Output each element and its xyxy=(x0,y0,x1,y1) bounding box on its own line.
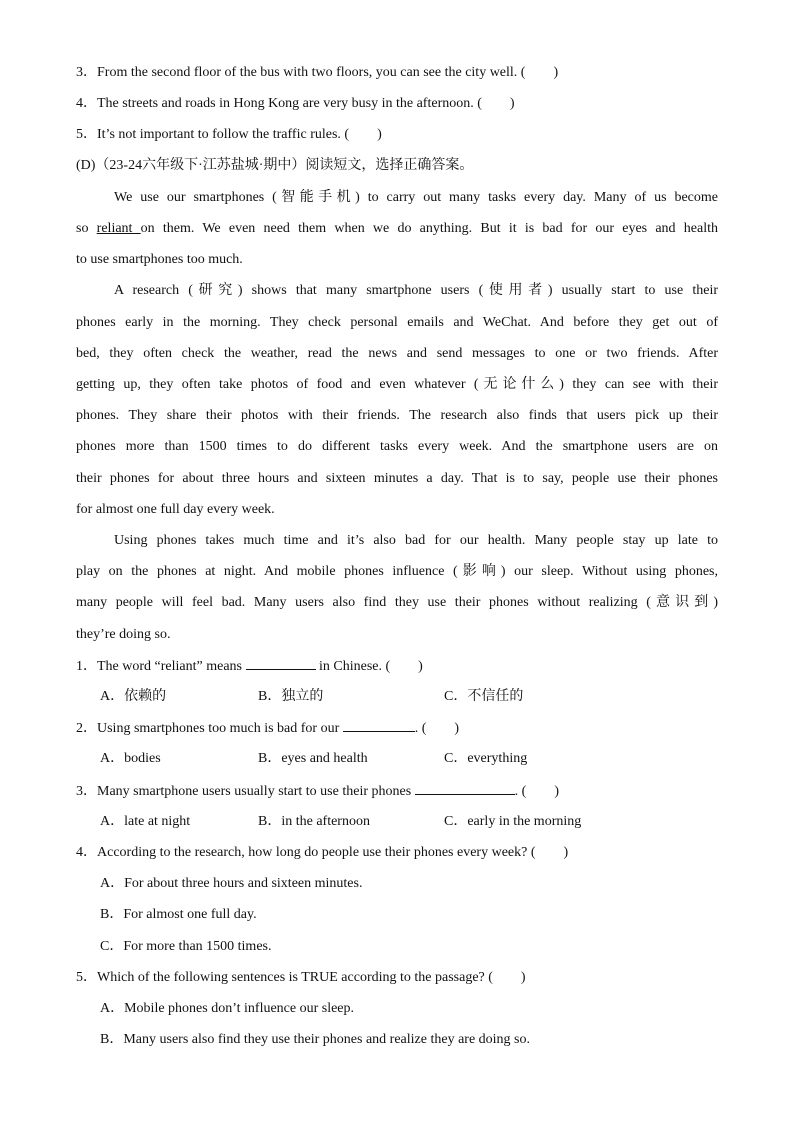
question-text: 5．Which of the following sentences is TRUE according to the passage? ( xyxy=(76,970,493,985)
passage-line: getting up, they often take photos of food and even whatever (无论什么) they can see with their xyxy=(76,377,718,392)
option-c[interactable]: C．early in the morning xyxy=(444,814,582,829)
passage-line: We use our smartphones (智能手机) to carry out many tasks every day. Many of us become xyxy=(114,190,718,205)
question-text: 2．Using smartphones too much is bad for our xyxy=(76,721,343,736)
question-4 xyxy=(76,844,718,862)
question-text: 3．From the second floor of the bus with two floors, you can see the city well. ( xyxy=(76,65,526,80)
option-b[interactable]: B．in the afternoon xyxy=(258,814,370,829)
passage-line: Using phones takes much time and it’s also bad for our health. Many people stay up late to xyxy=(114,533,718,548)
passage-line: bed, they often check the weather, read the news and send messages to one or two friends. After xyxy=(76,346,718,361)
paren-close: ) xyxy=(418,659,423,674)
question-3-top xyxy=(76,64,718,82)
option-a[interactable]: A．bodies xyxy=(100,751,161,766)
paren-close: ) xyxy=(454,721,460,736)
question-text: 4．According to the research, how long do people use their phones every week? ( xyxy=(76,845,536,860)
passage-line: phones. They share their photos with their friends. The research also finds that users pick up their xyxy=(76,408,718,423)
option-c[interactable]: C．everything xyxy=(444,751,528,766)
passage-line: play on the phones at night. And mobile phones influence (影响) our sleep. Without using phones, xyxy=(76,564,718,579)
question-4-top xyxy=(76,95,718,113)
question-text: . ( xyxy=(514,784,527,799)
question-1 xyxy=(76,657,718,676)
paren-close: ) xyxy=(377,127,382,142)
passage-line: A research (研究) shows that many smartphone users (使用者) usually start to use their xyxy=(114,283,718,298)
section-title: (D)（23-24六年级下·江苏盐城·期中）阅读短文，选择正确答案。 xyxy=(76,158,474,173)
passage-line: for almost one full day every week. xyxy=(76,502,275,517)
question-5 xyxy=(76,969,718,987)
question-text: 3．Many smartphone users usually start to use their phones xyxy=(76,784,415,799)
question-text: 1．The word “reliant” means xyxy=(76,659,246,674)
question-text: 4．The streets and roads in Hong Kong are very busy in the afternoon. ( xyxy=(76,96,482,111)
paren-close: ) xyxy=(520,970,526,985)
passage-line: their phones for about three hours and sixteen minutes a day. That is to say, people use their phones xyxy=(76,471,718,486)
paren-close: ) xyxy=(563,845,569,860)
option-b[interactable]: B．独立的 xyxy=(258,689,324,704)
paren-close: ) xyxy=(554,784,560,799)
passage-line: to use smartphones too much. xyxy=(76,252,243,267)
option-c[interactable]: C．不信任的 xyxy=(444,689,524,704)
passage-line: they’re doing so. xyxy=(76,627,171,642)
passage-line: phones early in the morning. They check personal emails and WeChat. And before they get out of xyxy=(76,315,718,330)
option-a[interactable]: A．late at night xyxy=(100,814,191,829)
option-b[interactable]: B．Many users also find they use their phones and realize they are doing so. xyxy=(100,1032,531,1047)
option-a[interactable]: A．Mobile phones don’t influence our sleep. xyxy=(100,1001,355,1016)
option-a[interactable]: A．依赖的 xyxy=(100,689,167,704)
question-text: in Chinese. ( xyxy=(315,659,391,674)
passage-line: many people will feel bad. Many users also find they use their phones without realizing (意识到) xyxy=(76,595,718,610)
underlined-word: reliant xyxy=(96,221,141,236)
question-text: . ( xyxy=(414,721,427,736)
answer-blank[interactable] xyxy=(343,719,415,732)
option-b[interactable]: B．eyes and health xyxy=(258,751,368,766)
answer-blank[interactable] xyxy=(415,782,515,795)
paren-close: ) xyxy=(553,65,559,80)
passage-line: phones more than 1500 times to do different tasks every week. And the smartphone users are on xyxy=(76,439,718,454)
passage-line xyxy=(76,220,718,238)
option-b[interactable]: B．For almost one full day. xyxy=(100,907,257,922)
answer-blank[interactable] xyxy=(246,657,316,670)
paren-close: ) xyxy=(509,96,515,111)
question-5-top xyxy=(76,126,718,144)
option-a[interactable]: A．For about three hours and sixteen minutes. xyxy=(100,876,363,891)
passage-text: on them. We even need them when we do anything. But it is bad for our eyes and health xyxy=(140,221,718,236)
question-2 xyxy=(76,719,718,738)
passage-text: so xyxy=(76,221,97,236)
question-text: 5．It’s not important to follow the traffic rules. ( xyxy=(76,127,350,142)
option-c[interactable]: C．For more than 1500 times. xyxy=(100,939,272,954)
question-3 xyxy=(76,782,718,801)
